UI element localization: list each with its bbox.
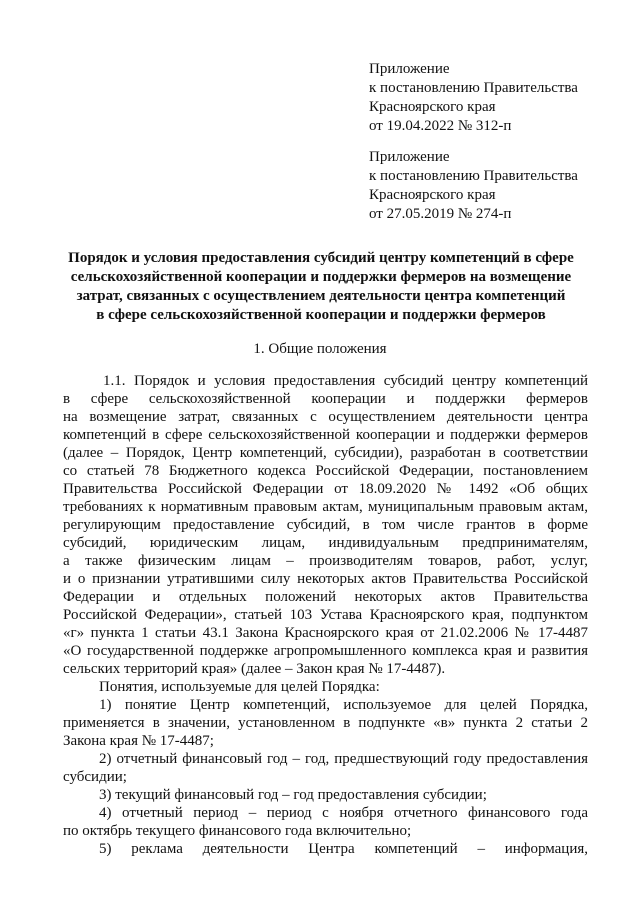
text-line: Понятия, используемые для целей Порядка: [99, 679, 380, 695]
appendix-label: Приложение [369, 149, 450, 165]
appendix-note-original [369, 148, 578, 224]
body-text [63, 372, 588, 858]
text-line: 5) реклама деятельности Центра компетенций – информация, [99, 841, 588, 857]
text-line: Федерации и отдельных положений некоторых актов Правительства [63, 589, 588, 605]
title-line: затрат, связанных с осуществлением деятельности центра компетенций [76, 288, 566, 304]
text-line: Российской Федерации», статьей 103 Устава Красноярского края, подпунктом [63, 607, 588, 623]
title-line: сельскохозяйственной кооперации и поддержки фермеров на возмещение [70, 269, 572, 285]
document-title [50, 249, 592, 325]
text-line: по октябрь текущего финансового года включительно; [63, 823, 412, 839]
text-line: компетенций в сфере сельскохозяйственной кооперации и поддержки фермеров [63, 427, 588, 443]
text-line: «г» пункта 1 статьи 43.1 Закона Красноярского края от 21.02.2006 № 17-4487 [63, 625, 588, 641]
appendix-region: Красноярского края [369, 99, 496, 115]
title-line: в сфере сельскохозяйственной кооперации и поддержки фермеров [96, 307, 546, 323]
text-line: и о признании утратившими силу некоторых актов Правительства Российской [63, 571, 588, 587]
text-line: (далее – Порядок, Центр компетенций, субсидии), разработан в соответствии [63, 445, 588, 461]
appendix-label: Приложение [369, 61, 450, 77]
appendix-region: Красноярского края [369, 187, 496, 203]
text-line: требованиях к нормативным правовым актам, муниципальным правовым актам, [63, 499, 588, 515]
text-line: 1) понятие Центр компетенций, используемое для целей Порядка, [99, 697, 588, 713]
text-line: а также физическим лицам – производителям товаров, работ, услуг, [63, 553, 588, 569]
text-line: Правительства Российской Федерации от 18.09.2020 № 1492 «Об общих [63, 481, 588, 497]
title-line: Порядок и условия предоставления субсидий центру компетенций в сфере [68, 250, 574, 266]
text-line: субсидии; [63, 769, 127, 785]
text-line: 2) отчетный финансовый год – год, предшествующий году предоставления [99, 751, 588, 767]
text-line: сельских территорий края» (далее – Закон края № 17-4487). [63, 661, 446, 677]
section-heading: 1. Общие положения [253, 341, 387, 357]
text-line: на возмещение затрат, связанных с осуществлением деятельности центра [63, 409, 588, 425]
text-line: регулирующим предоставление субсидий, в том числе грантов в форме [63, 517, 588, 533]
text-line: в сфере сельскохозяйственной кооперации и поддержки фермеров [63, 391, 588, 407]
appendix-date-number: от 19.04.2022 № 312-п [369, 118, 512, 134]
text-line: Закона края № 17-4487; [63, 733, 214, 749]
text-line: 1.1. Порядок и условия предоставления субсидий центру компетенций [103, 373, 588, 389]
text-line: применяется в значении, установленном в подпункте «в» пункта 2 статьи 2 [63, 715, 588, 731]
appendix-note-current [369, 60, 578, 136]
appendix-resolution-ref: к постановлению Правительства [369, 168, 578, 184]
text-line: 4) отчетный период – период с ноября отчетного финансового года [99, 805, 588, 821]
text-line: «О государственной поддержке агропромышленного комплекса края и развития [63, 643, 588, 659]
text-line: со статьей 78 Бюджетного кодекса Российской Федерации, постановлением [63, 463, 588, 479]
text-line: субсидий, юридическим лицам, индивидуальным предпринимателям, [63, 535, 588, 551]
appendix-date-number: от 27.05.2019 № 274-п [369, 206, 512, 222]
text-line: 3) текущий финансовый год – год предоставления субсидии; [99, 787, 487, 803]
appendix-resolution-ref: к постановлению Правительства [369, 80, 578, 96]
